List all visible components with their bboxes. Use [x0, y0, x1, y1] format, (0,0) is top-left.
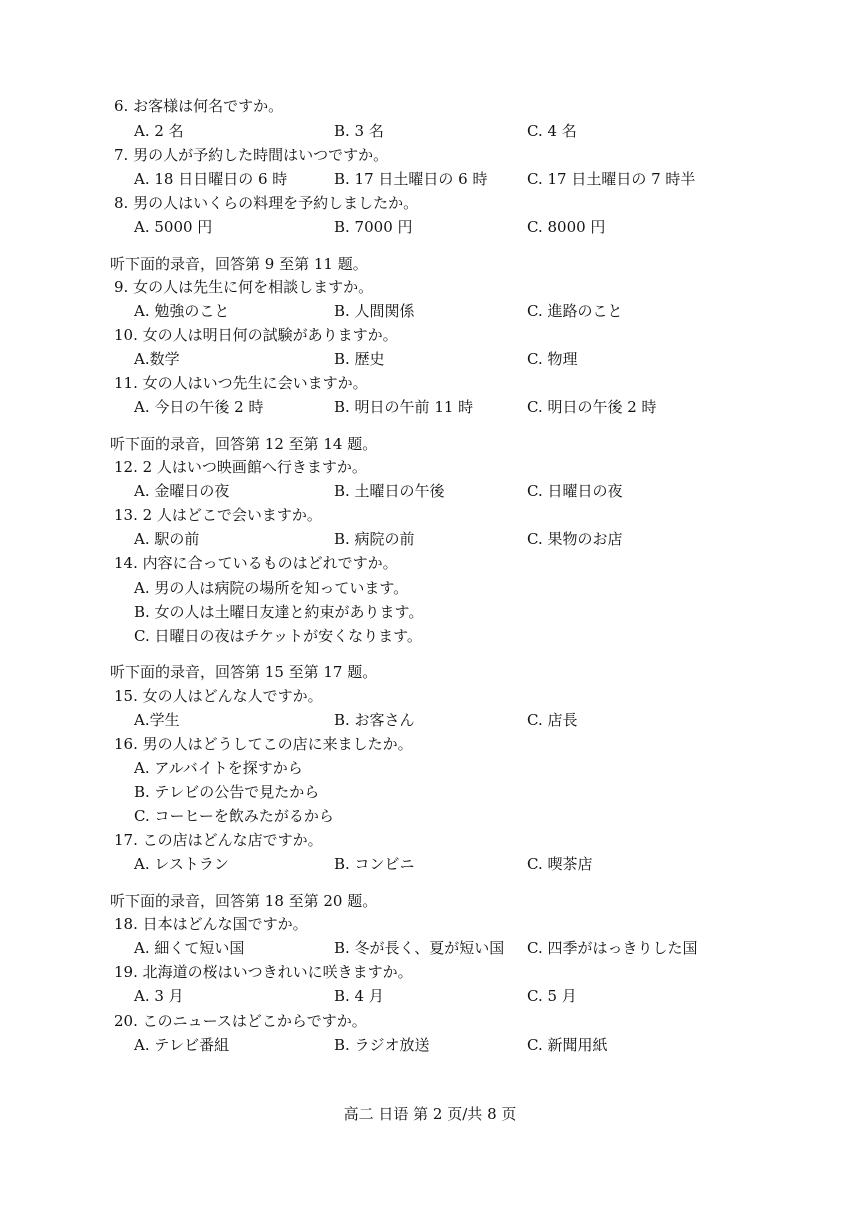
q8-option-a: A. 5000 円 [134, 218, 213, 236]
q15-option-a: A.学生 [134, 711, 180, 729]
q16-option-b: B. テレビの公告で見たから [134, 783, 320, 801]
q11-option-a: A. 今日の午後 2 時 [134, 398, 264, 416]
q6-option-b: B. 3 名 [334, 122, 384, 140]
q14-option-c: C. 日曜日の夜はチケットが安くなります。 [134, 627, 422, 645]
q6-option-a: A. 2 名 [134, 122, 184, 140]
q9-option-c: C. 進路のこと [527, 302, 623, 320]
q7-option-c: C. 17 日土曜日の 7 時半 [527, 170, 696, 188]
q15-option-b: B. お客さん [334, 711, 415, 729]
question-6: 6. お客様は何名ですか。 [114, 97, 284, 115]
question-7: 7. 男の人が予約した時間はいつですか。 [114, 146, 389, 164]
question-8: 8. 男の人はいくらの料理を予約しましたか。 [114, 194, 419, 212]
q13-option-c: C. 果物のお店 [527, 530, 623, 548]
q19-option-c: C. 5 月 [527, 987, 577, 1005]
q17-option-b: B. コンビニ [334, 855, 415, 873]
question-19: 19. 北海道の桜はいつきれいに咲きますか。 [114, 963, 413, 981]
q17-option-c: C. 喫茶店 [527, 855, 593, 873]
q9-option-b: B. 人間関係 [334, 302, 415, 320]
q19-option-a: A. 3 月 [134, 987, 184, 1005]
question-13: 13. 2 人はどこで会いますか。 [114, 506, 322, 524]
question-18: 18. 日本はどんな国ですか。 [114, 915, 308, 933]
question-16: 16. 男の人はどうしてこの店に来ましたか。 [114, 735, 413, 753]
section-instruction-12-14: 听下面的录音，回答第 12 至第 14 题。 [110, 435, 378, 453]
q16-option-a: A. アルバイトを探すから [134, 759, 303, 777]
question-17: 17. この店はどんな店ですか。 [114, 831, 323, 849]
q12-option-a: A. 金曜日の夜 [134, 482, 230, 500]
page-footer: 高二 日语 第 2 页/共 8 页 [343, 1105, 517, 1123]
question-15: 15. 女の人はどんな人ですか。 [114, 687, 323, 705]
q6-option-c: C. 4 名 [527, 122, 577, 140]
q20-option-a: A. テレビ番組 [134, 1036, 230, 1054]
q20-option-c: C. 新聞用紙 [527, 1036, 608, 1054]
q8-option-b: B. 7000 円 [334, 218, 413, 236]
q13-option-b: B. 病院の前 [334, 530, 415, 548]
section-instruction-9-11: 听下面的录音，回答第 9 至第 11 题。 [110, 255, 368, 273]
q10-option-b: B. 歴史 [334, 350, 385, 368]
q12-option-c: C. 日曜日の夜 [527, 482, 623, 500]
section-instruction-18-20: 听下面的录音，回答第 18 至第 20 题。 [110, 892, 378, 910]
q7-option-b: B. 17 日土曜日の 6 時 [334, 170, 488, 188]
q19-option-b: B. 4 月 [334, 987, 384, 1005]
q15-option-c: C. 店長 [527, 711, 578, 729]
question-11: 11. 女の人はいつ先生に会いますか。 [114, 374, 368, 392]
q18-option-a: A. 細くて短い国 [134, 939, 245, 957]
q9-option-a: A. 勉強のこと [134, 302, 230, 320]
question-10: 10. 女の人は明日何の試験がありますか。 [114, 326, 398, 344]
q16-option-c: C. コーヒーを飲みたがるから [134, 807, 334, 825]
question-12: 12. 2 人はいつ映画館へ行きますか。 [114, 458, 367, 476]
q12-option-b: B. 土曜日の午後 [334, 482, 445, 500]
q10-option-a: A.数学 [134, 350, 180, 368]
q18-option-c: C. 四季がはっきりした国 [527, 939, 698, 957]
q17-option-a: A. レストラン [134, 855, 229, 873]
q7-option-a: A. 18 日日曜日の 6 時 [134, 170, 288, 188]
question-14: 14. 内容に合っているものはどれですか。 [114, 554, 398, 572]
q11-option-b: B. 明日の午前 11 時 [334, 398, 474, 416]
q14-option-b: B. 女の人は土曜日友達と約束があります。 [134, 603, 424, 621]
q11-option-c: C. 明日の午後 2 時 [527, 398, 657, 416]
q13-option-a: A. 駅の前 [134, 530, 200, 548]
q10-option-c: C. 物理 [527, 350, 578, 368]
question-20: 20. このニュースはどこからですか。 [114, 1012, 367, 1030]
question-9: 9. 女の人は先生に何を相談しますか。 [114, 278, 374, 296]
section-instruction-15-17: 听下面的录音，回答第 15 至第 17 题。 [110, 663, 378, 681]
q8-option-c: C. 8000 円 [527, 218, 606, 236]
q20-option-b: B. ラジオ放送 [334, 1036, 430, 1054]
q18-option-b: B. 冬が長く、夏が短い国 [334, 939, 505, 957]
q14-option-a: A. 男の人は病院の場所を知っています。 [134, 579, 409, 597]
